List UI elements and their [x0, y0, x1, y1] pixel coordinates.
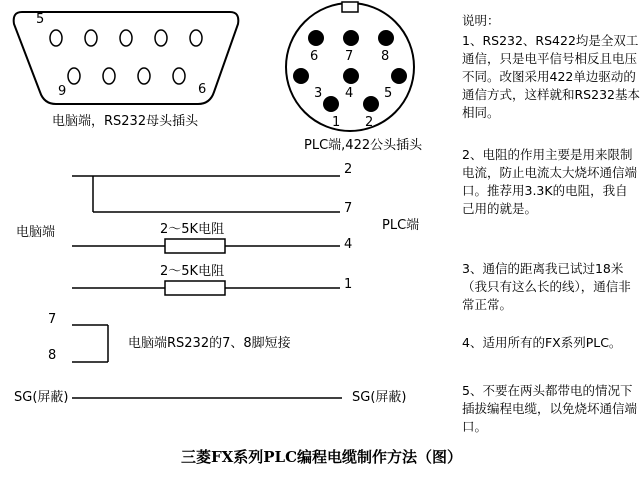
note-4: 4、适用所有的FX系列PLC。: [462, 335, 622, 350]
plc-pin-7-label: 7: [344, 201, 353, 216]
plc-pin-1-label: 1: [344, 277, 353, 292]
resistor-2: [165, 281, 225, 295]
notes-heading: 说明：: [462, 13, 500, 28]
plc-side-label: PLC端: [382, 218, 420, 233]
din8-pin-7-label: 7: [345, 49, 354, 64]
db9-pin-5-label: 5: [36, 12, 45, 27]
plc-pin-4-label: 4: [344, 237, 353, 252]
din8-pin-1-label: 1: [332, 115, 341, 130]
din8-caption: PLC端,422公头插头: [304, 138, 423, 153]
din8-pin-5-label: 5: [384, 86, 393, 101]
short-pin-8-label: 8: [48, 348, 57, 363]
note-2: 2、电阻的作用主要是用来限制电流，防止电流太大烧坏通信端口。推荐用3.3K的电阻，我自己用的就是。: [462, 147, 638, 216]
din8-shell: [286, 3, 414, 131]
sg-right-label: SG(屏蔽): [352, 390, 407, 405]
din8-pin-6-label: 6: [310, 49, 319, 64]
note-5: 5、不要在两头都带电的情况下插拔编程电缆，以免烧坏通信端口。: [462, 383, 638, 434]
note-3: 3、通信的距离我已试过18米（我只有这么长的线），通信非常正常。: [462, 261, 631, 312]
db9-pin-9-label: 9: [58, 84, 67, 99]
db9-pins: [50, 30, 202, 84]
din8-pin-8-label: 8: [381, 49, 390, 64]
plc-pin-2-label: 2: [344, 162, 353, 177]
resistor-1-label: 2～5K电阻: [160, 222, 225, 237]
sg-left-label: SG(屏蔽): [14, 390, 69, 405]
din8-key: [342, 2, 358, 12]
resistor-1: [165, 239, 225, 253]
db9-caption: 电脑端，RS232母头插头: [52, 114, 199, 129]
din8-pin-4-label: 4: [345, 86, 354, 101]
pc-side-label: 电脑端: [16, 225, 56, 240]
short-note: 电脑端RS232的7、8脚短接: [128, 336, 291, 351]
resistor-2-label: 2～5K电阻: [160, 264, 225, 279]
short-pin-7-label: 7: [48, 312, 57, 327]
db9-pin-6-label: 6: [198, 82, 207, 97]
din8-pin-2-label: 2: [365, 115, 374, 130]
din8-pin-3-label: 3: [314, 86, 323, 101]
diagram-title: 三菱FX系列PLC编程电缆制作方法（图）: [180, 448, 463, 466]
note-1: 1、RS232、RS422均是全双工通信，只是电平信号相反且电压不同。改图采用422单边驱动的通信方式，这样就和RS232基本相同。: [462, 33, 640, 120]
